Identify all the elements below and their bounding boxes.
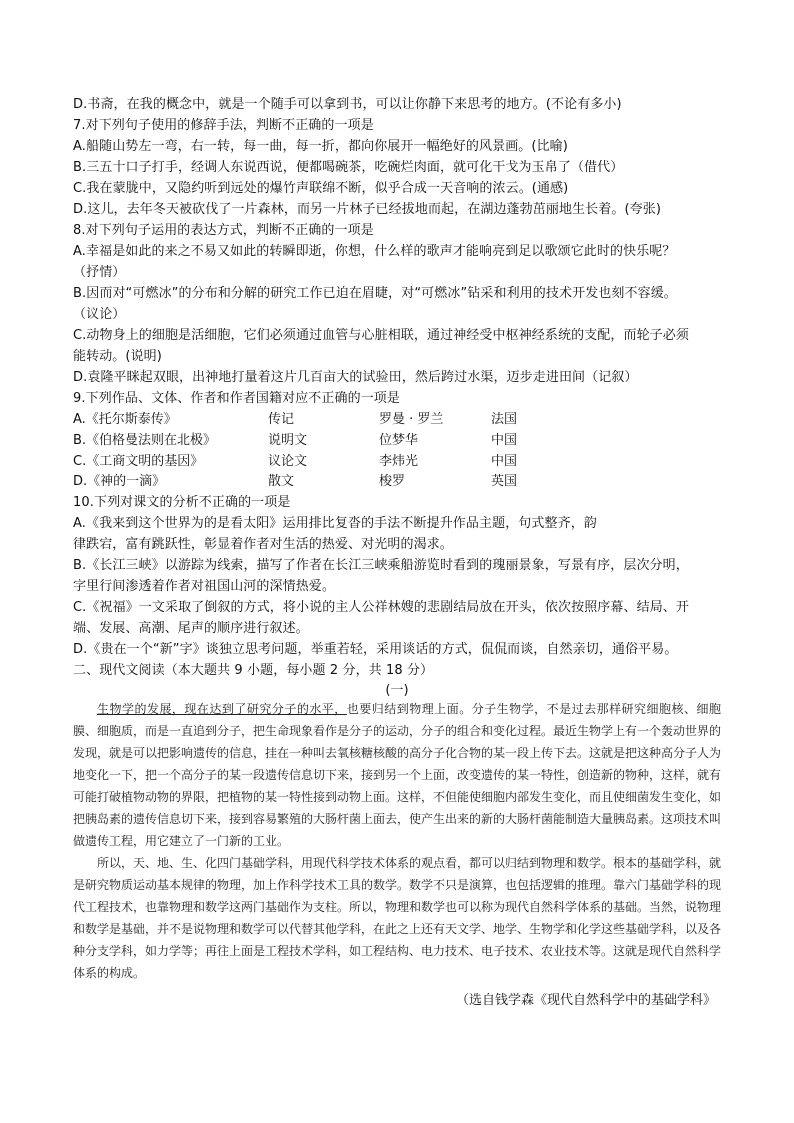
q10-option-c: C.《祝福》一文采取了倒叙的方式，将小说的主人公祥林嫂的悲剧结局放在开头，依次按照序幕、结局、开 <box>73 600 690 615</box>
q9-genre: 散文 <box>268 474 295 489</box>
reading-passage <box>73 698 721 984</box>
q9-author: 梭罗 <box>379 474 406 489</box>
q9-genre: 议论文 <box>268 454 308 469</box>
q9-author: 李炜光 <box>379 454 419 469</box>
q9-work: A.《托尔斯泰传》 <box>73 412 177 427</box>
q7-option-a: A.船随山势左一弯，右一转，每一曲，每一折，都向你展开一幅绝好的风景画。(比喻) <box>73 139 568 154</box>
q7-option-b: B.三五十口子打手，经调人东说西说，便都喝碗茶，吃碗烂肉面，就可化干戈为玉帛了（借代） <box>73 160 624 175</box>
passage-number: (一) <box>385 683 409 698</box>
q8-option-b-tag: （议论） <box>73 307 126 322</box>
q8-stem: 8.对下列句子运用的表达方式，判断不正确的一项是 <box>73 223 374 238</box>
q10-option-b-cont: 字里行间渗透着作者对祖国山河的深情热爱。 <box>73 579 336 594</box>
q9-genre: 传记 <box>268 412 295 427</box>
q8-option-d: D.袁隆平眯起双眼，出神地打量着这片几百亩大的试验田，然后跨过水渠，迈步走进田间（记叙） <box>73 370 638 385</box>
q9-work: B.《伯格曼法则在北极》 <box>73 433 217 448</box>
underlined-sentence: 生物学的发展，现在达到了研究分子的水平， <box>97 702 347 716</box>
passage-paragraph-2: 所以，天、地、生、化四门基础学科，用现代科学技术体系的观点看，都可以归结到物理和数学。根本的基础学科，就是研究物质运动基本规律的物理，加上作科学技术工具的数学。数学不只是演算，也包括逻辑的推理。靠六门基础学科的现代工程技术，也靠物理和数学这两门基础作为支柱。所以，物理和数学也可以称为现代自然科学体系的基础。当然，说物理和数学是基础，并不是说物理和数学可以代替其他学科，在此之上还有天文学、地学、生物学和化学这些基础学科，以及各种分支学科，如力学等；再往上面是工程技术学科，如工程结构、电力技术、电子技术、农业技术等。这就是现代自然科学体系的构成。 <box>73 856 722 980</box>
q9-row <box>73 431 733 450</box>
q8-option-c: C.动物身上的细胞是活细胞，它们必须通过血管与心脏相联，通过神经受中枢神经系统的支配，而轮子必须 <box>73 328 690 343</box>
q10-option-b: B.《长江三峡》以游踪为线索，描写了作者在长江三峡乘船游览时看到的瑰丽景象，写景有序，层次分明， <box>73 558 689 573</box>
q8-option-c-cont: 能转动。(说明) <box>73 349 162 364</box>
q9-work: C.《工商文明的基因》 <box>73 454 204 469</box>
passage-source: （选自钱学森《现代自然科学中的基础学科》 <box>455 993 716 1008</box>
q10-stem: 10.下列对课文的分析不正确的一项是 <box>73 495 291 510</box>
q7-option-d: D.这儿，去年冬天被砍伐了一片森林，而另一片林子已经拔地而起，在湖边蓬勃茁丽地生长着。(夸张) <box>73 202 661 217</box>
q10-option-d: D.《贵在一个“新”字》谈独立思考问题，举重若轻，采用谈话的方式，侃侃而谈，自然亲切，通俗平易。 <box>73 642 678 657</box>
q9-stem: 9.下列作品、文体、作者和作者国籍对应不正确的一项是 <box>73 391 401 406</box>
q9-country: 中国 <box>491 454 518 469</box>
q9-row <box>73 452 733 471</box>
q8-option-b: B.因而对“可燃冰”的分布和分解的研究工作已迫在眉睫，对“可燃冰”钻采和利用的技术开发也刻不容缓。 <box>73 286 677 301</box>
q7-stem: 7.对下列句子使用的修辞手法，判断不正确的一项是 <box>73 118 374 133</box>
q10-option-a: A.《我来到这个世界为的是看太阳》运用排比复沓的手法不断提升作品主题，句式整齐，韵 <box>73 516 597 531</box>
q9-author: 位梦华 <box>379 433 419 448</box>
passage-paragraph-1 <box>73 698 721 852</box>
q8-option-a-tag: （抒情） <box>73 265 126 280</box>
q7-option-c: C.我在蒙胧中，又隐约听到远处的爆竹声联绵不断，似乎合成一天音响的浓云。(通感) <box>73 181 569 196</box>
q9-author: 罗曼 · 罗兰 <box>379 412 444 427</box>
q9-genre: 说明文 <box>268 433 308 448</box>
q6-option-d: D.书斋，在我的概念中，就是一个随手可以拿到书，可以让你静下来思考的地方。(不论有多小) <box>73 97 622 112</box>
q9-row <box>73 410 733 429</box>
section-heading: 二、现代文阅读（本大题共 9 小题，每小题 2 分，共 18 分） <box>73 663 434 678</box>
q9-country: 法国 <box>491 412 518 427</box>
q9-country: 英国 <box>491 474 518 489</box>
q10-option-c-cont: 端、发展、高潮、尾声的顺序进行叙述。 <box>73 621 309 636</box>
q9-country: 中国 <box>491 433 518 448</box>
q10-option-a-cont: 律跌宕，富有跳跃性，彰显着作者对生活的热爱、对光明的渴求。 <box>73 537 453 552</box>
q9-work: D.《神的一滴》 <box>73 474 166 489</box>
q9-row <box>73 472 733 491</box>
q8-option-a: A.幸福是如此的来之不易又如此的转瞬即逝，你想，什么样的歌声才能响亮到足以歌颂它此时的快乐呢？ <box>73 244 676 259</box>
paragraph-1-rest: 也要归结到物理上面。分子生物学，不是过去那样研究细胞核、细胞膜、细胞质，而是一直追到分子，把生命现象看作是分子的运动，分子的组合和变化过程。最近生物学上有一个轰动世界的发现，就是可以把影响遗传的信息，挂在一种叫去氧核糖核酸的高分子化合物的某一段上传下去。这就是把这种高分子人为地变化一下，把一个高分子的某一段遗传信息切下来，接到另一个上面，改变遗传的某一特性，创造新的物种，这样，就有可能打破植物动物的界限，把植物的某一特性接到动物上面。这样，不但能使细胞内部发生变化，而且使细菌发生变化，如把胰岛素的遗传信息切下来，接到容易繁殖的大肠杆菌上面去，使产生出来的新的大肠杆菌能制造大量胰岛素。这项技术叫做遗传工程，用它建立了一门新的工业。 <box>73 702 722 848</box>
